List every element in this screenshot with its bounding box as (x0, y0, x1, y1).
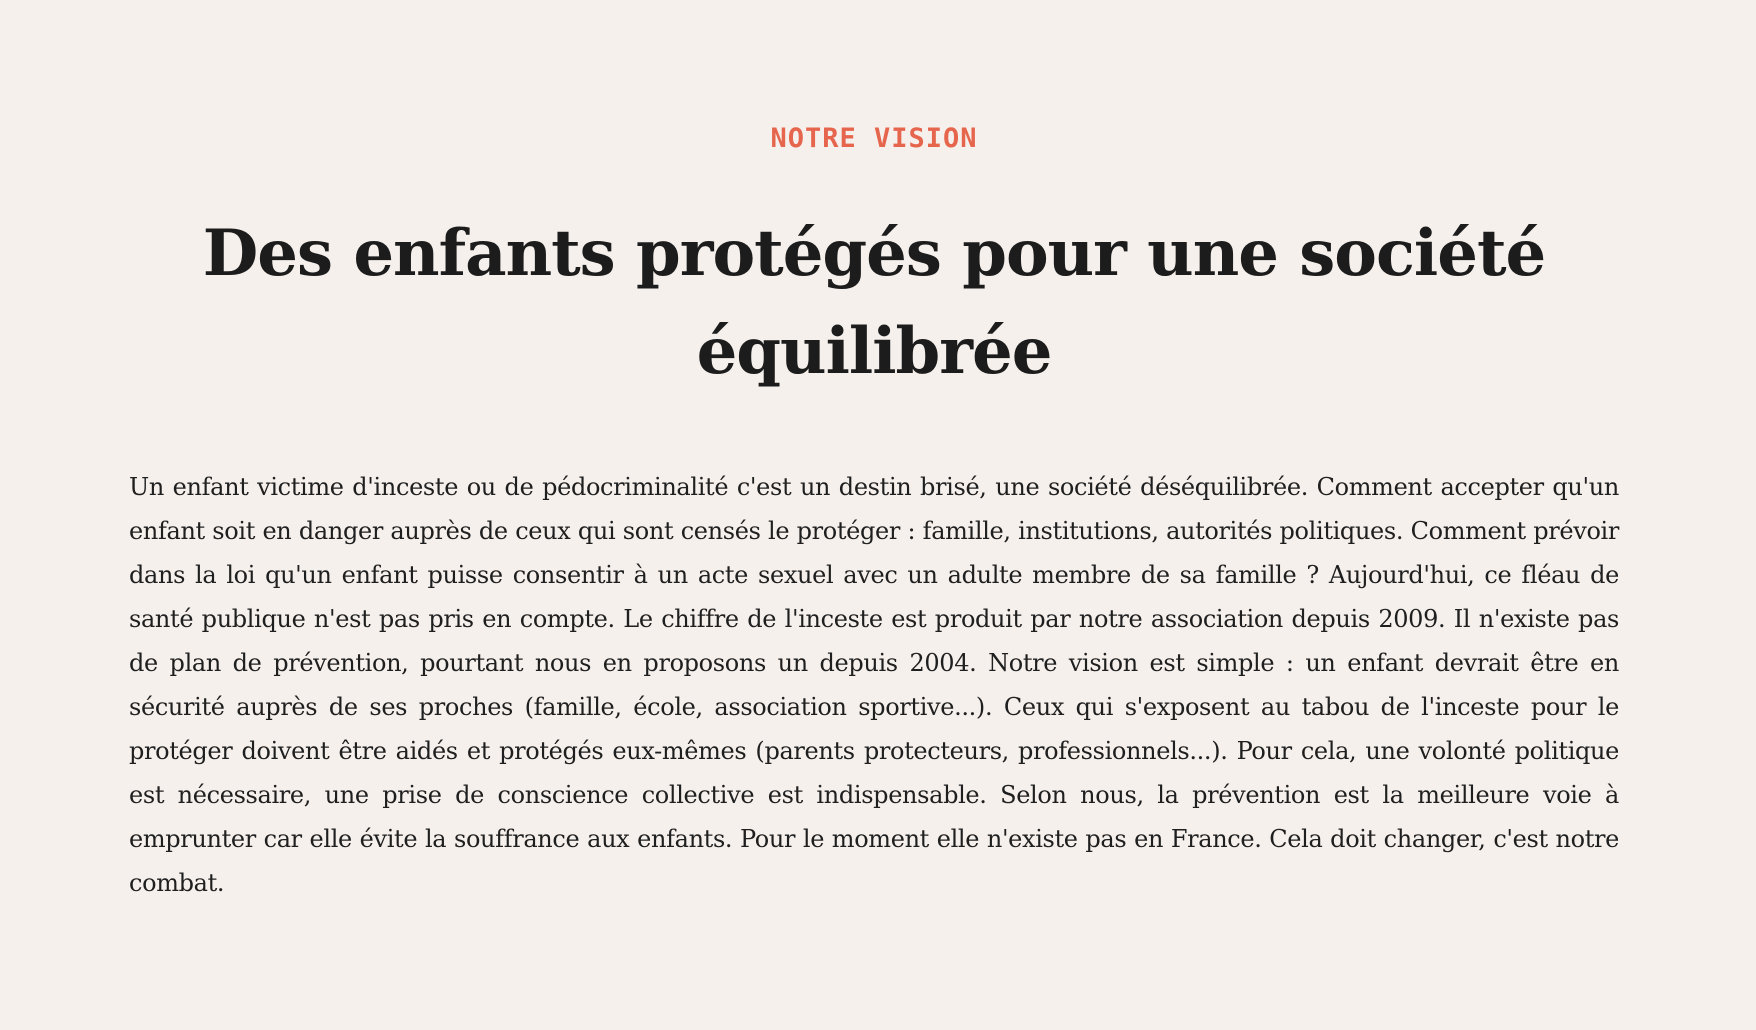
section-title: Des enfants protégés pour une société équilibrée (202, 216, 1546, 389)
section-eyebrow: NOTRE VISION (770, 123, 978, 154)
section-paragraph: Un enfant victime d'inceste ou de pédocriminalité c'est un destin brisé, une société déséquilibrée. Comment accepter qu'un enfant soit en danger auprès de ceux qui sont censés le protéger : famille, institutions, autorités politiques. Comment prévoir dans la loi qu'un enfant puisse consentir à un acte sexuel avec un adulte membre de sa famille ? Aujourd'hui, ce fléau de santé publique n'est pas pris en compte. Le chiffre de l'inceste est produit par notre association depuis 2009. Il n'existe pas de plan de prévention, pourtant nous en proposons un depuis 2004. Notre vision est simple : un enfant devrait être en sécurité auprès de ses proches (famille, école, association sportive...). Ceux qui s'exposent au tabou de l'inceste pour le protéger doivent être aidés et protégés eux-mêmes (parents protecteurs, professionnels...). Pour cela, une volonté politique est nécessaire, une prise de conscience collective est indispensable. Selon nous, la prévention est la meilleure voie à emprunter car elle évite la souffrance aux enfants. Pour le moment elle n'existe pas en France. Cela doit changer, c'est notre combat. (129, 473, 1619, 897)
